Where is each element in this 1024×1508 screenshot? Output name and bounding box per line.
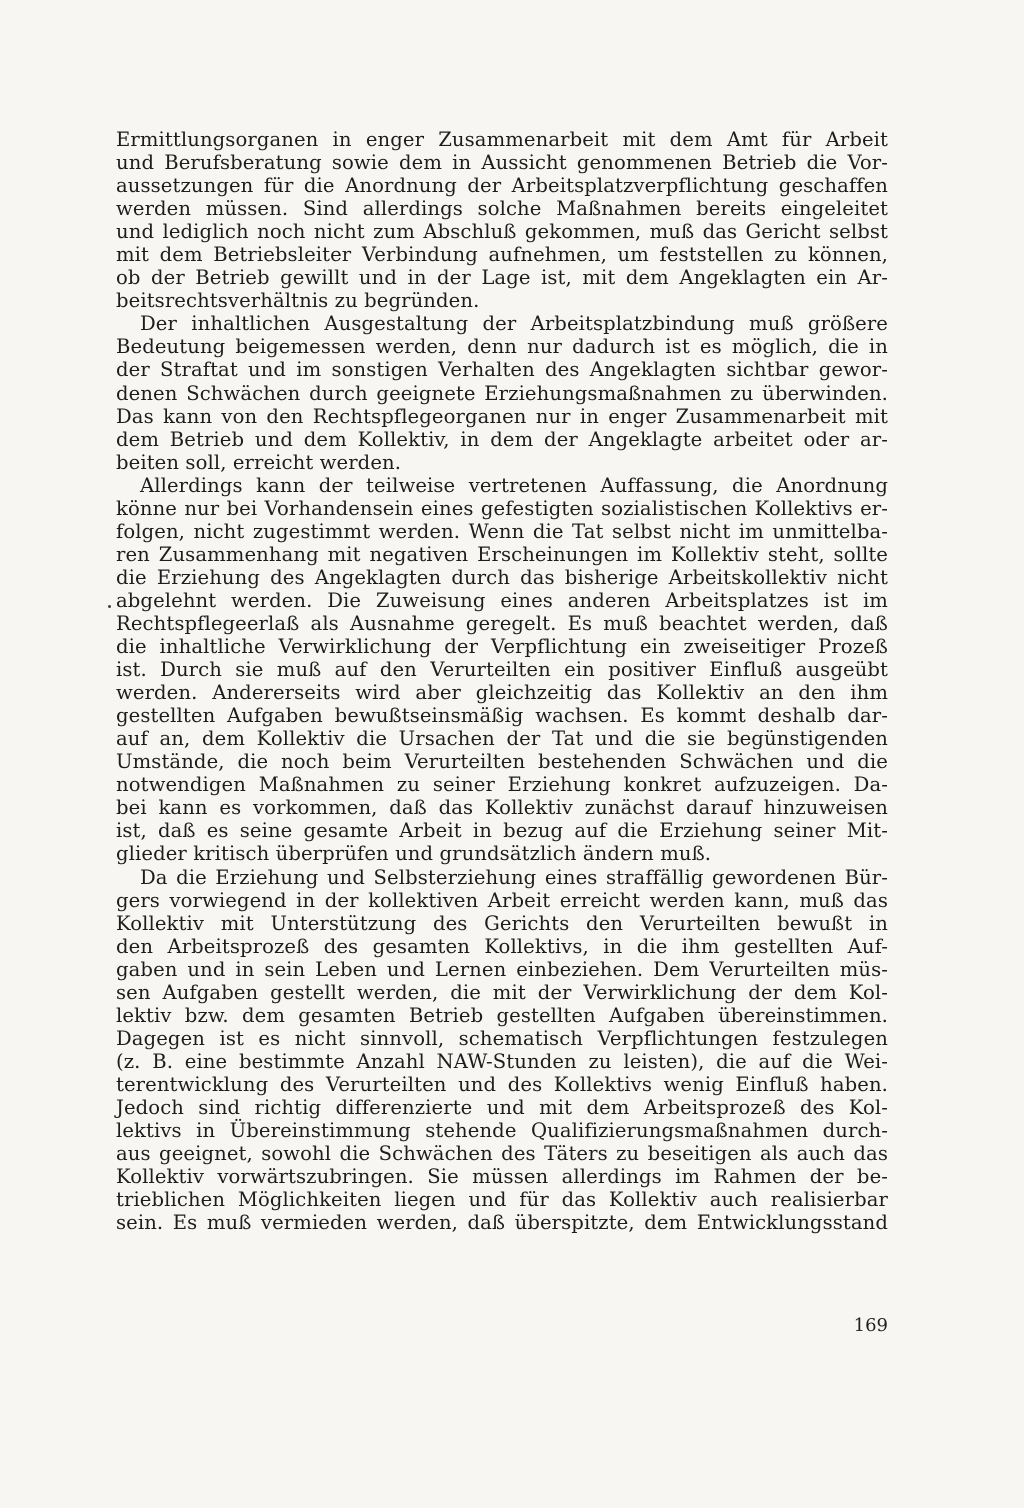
text-line: gers vorwiegend in der kollektiven Arbeit erreicht werden kann, muß das	[116, 888, 888, 912]
text-line: ren Zusammenhang mit negativen Erscheinungen im Kollektiv steht, sollte	[116, 542, 888, 566]
paragraph	[116, 474, 888, 866]
text-line: werden. Andererseits wird aber gleichzeitig das Kollektiv an den ihm	[116, 681, 888, 705]
text-line: lektivs in Übereinstimmung stehende Qualifizierungsmaßnahmen durch-	[116, 1119, 888, 1143]
text-line: Kollektiv mit Unterstützung des Gerichts den Verurteilten bewußt in	[116, 911, 888, 935]
text-line: (z. B. eine bestimmte Anzahl NAW-Stunden zu leisten), die auf die Wei-	[116, 1049, 888, 1073]
text-line: abgelehnt werden. Die Zuweisung eines anderen Arbeitsplatzes ist im	[116, 588, 888, 612]
scan-speck	[108, 605, 111, 608]
text-line: trieblichen Möglichkeiten liegen und für das Kollektiv auch realisierbar	[116, 1188, 888, 1212]
text-line: sein. Es muß vermieden werden, daß überspitzte, dem Entwicklungsstand	[116, 1211, 888, 1235]
text-line: Das kann von den Rechtspflegeorganen nur in enger Zusammenarbeit mit	[116, 404, 888, 428]
text-line: und Berufsberatung sowie dem in Aussicht genommenen Betrieb die Vor-	[116, 151, 888, 175]
text-line: und lediglich noch nicht zum Abschluß gekommen, muß das Gericht selbst	[116, 220, 888, 244]
text-line: bei kann es vorkommen, daß das Kollektiv zunächst darauf hinzuweisen	[116, 796, 888, 820]
text-line: Bedeutung beigemessen werden, denn nur dadurch ist es möglich, die in	[116, 335, 888, 359]
text-line: aussetzungen für die Anordnung der Arbeitsplatzverpflichtung geschaffen	[116, 174, 888, 198]
text-line: Ermittlungsorganen in enger Zusammenarbeit mit dem Amt für Arbeit	[116, 128, 888, 151]
text-line: Da die Erziehung und Selbsterziehung eines straffällig gewordenen Bür-	[140, 865, 888, 889]
body-text	[116, 128, 888, 1234]
text-line: Der inhaltlichen Ausgestaltung der Arbeitsplatzbindung muß größere	[140, 312, 888, 336]
text-line: den Arbeitsprozeß des gesamten Kollektivs, in die ihm gestellten Auf-	[116, 934, 888, 958]
text-line: mit dem Betriebsleiter Verbindung aufnehmen, um feststellen zu können,	[116, 243, 888, 267]
text-line: lektiv bzw. dem gesamten Betrieb gestellten Aufgaben übereinstimmen.	[116, 1003, 888, 1027]
text-line: aus geeignet, sowohl die Schwächen des Täters zu beseitigen als auch das	[116, 1142, 888, 1166]
text-line: die inhaltliche Verwirklichung der Verpflichtung ein zweiseitiger Prozeß	[116, 635, 888, 659]
text-line: Umstände, die noch beim Verurteilten bestehenden Schwächen und die	[116, 750, 888, 774]
text-line: denen Schwächen durch geeignete Erziehungsmaßnahmen zu überwinden.	[116, 381, 888, 405]
text-line: ob der Betrieb gewillt und in der Lage ist, mit dem Angeklagten ein Ar-	[116, 266, 888, 290]
text-line: die Erziehung des Angeklagten durch das bisherige Arbeitskollektiv nicht	[116, 565, 888, 589]
text-line: Jedoch sind richtig differenzierte und mit dem Arbeitsprozeß des Kol-	[116, 1095, 888, 1119]
paragraph	[116, 866, 888, 1235]
text-line: Dagegen ist es nicht sinnvoll, schematisch Verpflichtungen festzulegen	[116, 1026, 888, 1050]
text-line: dem Betrieb und dem Kollektiv, in dem der Angeklagte arbeitet oder ar-	[116, 427, 888, 451]
page-number: 169	[853, 1315, 888, 1336]
text-line: sen Aufgaben gestellt werden, die mit der Verwirklichung der dem Kol-	[116, 980, 888, 1004]
text-line: folgen, nicht zugestimmt werden. Wenn die Tat selbst nicht im unmittelba-	[116, 519, 888, 543]
text-line: terentwicklung des Verurteilten und des Kollektivs wenig Einfluß haben.	[116, 1072, 888, 1096]
paragraph	[116, 128, 888, 312]
text-line: der Straftat und im sonstigen Verhalten des Angeklagten sichtbar gewor-	[116, 358, 888, 382]
text-line: ist. Durch sie muß auf den Verurteilten ein positiver Einfluß ausgeübt	[116, 658, 888, 682]
text-line: glieder kritisch überprüfen und grundsätzlich ändern muß.	[116, 842, 712, 866]
text-line: Allerdings kann der teilweise vertretenen Auffassung, die Anordnung	[140, 473, 888, 497]
text-line: beiten soll, erreicht werden.	[116, 450, 402, 474]
text-line: Rechtspflegeerlaß als Ausnahme geregelt. Es muß beachtet werden, daß	[116, 611, 888, 635]
text-line: werden müssen. Sind allerdings solche Maßnahmen bereits eingeleitet	[116, 197, 888, 221]
text-line: ist, daß es seine gesamte Arbeit in bezug auf die Erziehung seiner Mit-	[116, 819, 888, 843]
text-line: Kollektiv vorwärtszubringen. Sie müssen allerdings im Rahmen der be-	[116, 1165, 888, 1189]
text-line: könne nur bei Vorhandensein eines gefestigten sozialistischen Kollektivs er-	[116, 496, 888, 520]
text-line: beitsrechtsverhältnis zu begründen.	[116, 289, 480, 313]
text-line: auf an, dem Kollektiv die Ursachen der Tat und die sie begünstigenden	[116, 727, 888, 751]
text-line: gaben und in sein Leben und Lernen einbeziehen. Dem Verurteilten müs-	[116, 957, 888, 981]
text-line: gestellten Aufgaben bewußtseinsmäßig wachsen. Es kommt deshalb dar-	[116, 704, 888, 728]
paragraph	[116, 312, 888, 473]
text-line: notwendigen Maßnahmen zu seiner Erziehung konkret aufzuzeigen. Da-	[116, 773, 888, 797]
